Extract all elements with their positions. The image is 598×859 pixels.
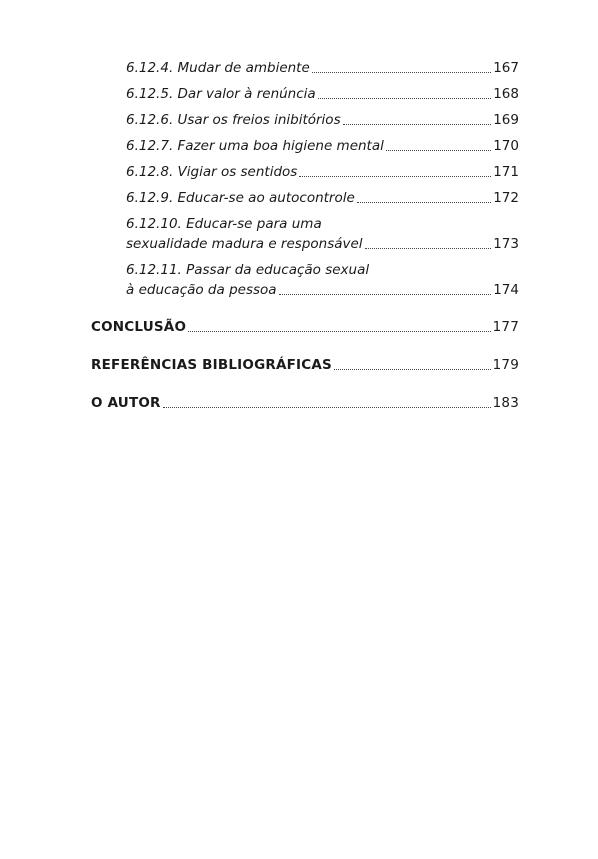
dot-leader <box>343 123 492 125</box>
dot-leader <box>386 149 491 151</box>
toc-entry-label: 6.12.5. Dar valor à renúncia <box>126 86 316 102</box>
toc-entry-label-line2: à educação da pessoa <box>126 282 277 298</box>
toc-chapter-label: O AUTOR <box>91 395 161 411</box>
toc-entry <box>126 110 519 130</box>
toc-page-number: 179 <box>492 357 519 373</box>
dot-leader <box>163 406 491 408</box>
toc-entry-label: 6.12.9. Educar-se ao autocontrole <box>126 190 355 206</box>
toc-entry <box>126 58 519 78</box>
dot-leader <box>365 247 492 249</box>
toc-entry-label: 6.12.8. Vigiar os sentidos <box>126 164 298 180</box>
dot-leader <box>357 201 491 203</box>
toc-chapter <box>91 317 519 337</box>
dot-leader <box>334 368 491 370</box>
toc-entry <box>126 84 519 104</box>
toc-page-number: 167 <box>493 60 519 76</box>
toc-page-number: 170 <box>493 138 519 154</box>
toc-entry-label-line1: 6.12.11. Passar da educação sexual <box>126 262 370 278</box>
toc-entry-label: 6.12.7. Fazer uma boa higiene mental <box>126 138 384 154</box>
dot-leader <box>279 293 492 295</box>
dot-leader <box>188 330 491 332</box>
toc-chapter <box>91 393 519 413</box>
toc-page-number: 183 <box>492 395 519 411</box>
toc-page-number: 169 <box>493 112 519 128</box>
toc-page-number: 174 <box>493 282 519 298</box>
toc-chapter-label: REFERÊNCIAS BIBLIOGRÁFICAS <box>91 357 332 373</box>
toc-entry <box>126 188 519 208</box>
toc-page-number: 171 <box>493 164 519 180</box>
toc-entry <box>126 260 519 300</box>
toc-entry <box>126 136 519 156</box>
toc-page-number: 172 <box>493 190 519 206</box>
toc-entry-label-line2: sexualidade madura e responsável <box>126 236 363 252</box>
toc-page-number: 177 <box>492 319 519 335</box>
dot-leader <box>299 175 491 177</box>
toc-page-number: 168 <box>493 86 519 102</box>
toc-page-number: 173 <box>493 236 519 252</box>
toc-entry <box>126 214 519 254</box>
toc-chapter-label: CONCLUSÃO <box>91 319 187 335</box>
toc-entry <box>126 162 519 182</box>
toc-entry-label-line1: 6.12.10. Educar-se para uma <box>126 216 322 232</box>
toc-entry-label: 6.12.4. Mudar de ambiente <box>126 60 310 76</box>
toc-entry-label: 6.12.6. Usar os freios inibitórios <box>126 112 341 128</box>
dot-leader <box>312 71 491 73</box>
dot-leader <box>318 97 492 99</box>
toc-chapter <box>91 355 519 375</box>
